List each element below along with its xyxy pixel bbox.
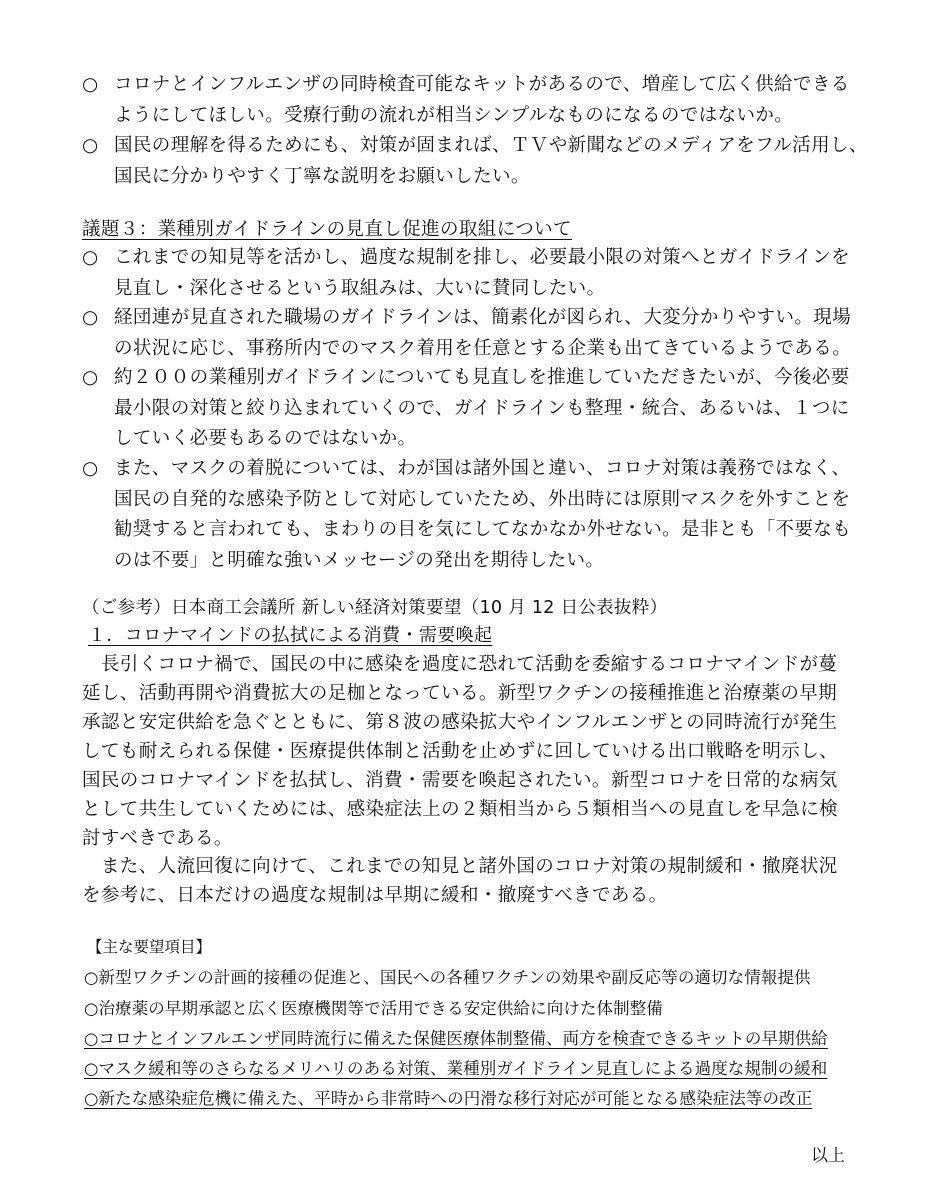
- bullet-circle-icon: ○: [82, 367, 99, 388]
- text-line: のは不要」と明確な強いメッセージの発出を期待したい。: [114, 549, 605, 571]
- reference-paragraph-1: [82, 650, 838, 853]
- text-line: コロナとインフルエンザの同時検査可能なキットがあるので、増産して広く供給できる: [114, 74, 850, 95]
- text-line: していく必要もあるのではないか。: [114, 428, 417, 449]
- bullet-circle-icon: ○: [82, 458, 99, 479]
- request-item: ○マスク緩和等のさらなるメリハリのある対策、業種別ガイドライン見直しによる過度な規制の緩和: [84, 1059, 828, 1078]
- text-line: これまでの知見等を活かし、過度な規制を排し、必要最小限の対策へとガイドラインを: [114, 247, 850, 268]
- text-line: また、マスクの着脱については、わが国は諸外国と違い、コロナ対策は義務ではなく、: [114, 458, 851, 479]
- bullet-circle-icon: ○: [82, 135, 99, 156]
- closing-text: 以上: [811, 1146, 845, 1166]
- text-line: 延し、活動再開や消費拡大の足枷となっている。新型ワクチンの接種推進と治療薬の早期: [82, 683, 838, 704]
- reference-section-heading: １．コロナマインドの払拭による消費・需要喚起: [88, 625, 493, 646]
- text-line: 国民の自発的な感染予防として対応していたため、外出時には原則マスクを外すことを: [114, 488, 851, 510]
- request-item: ○コロナとインフルエンザ同時流行に備えた保健医療体制整備、両方を検査できるキットの早期供給: [84, 1029, 828, 1048]
- text-line: また、人流回復に向けて、これまでの知見と諸外国のコロナ対策の規制緩和・撤廃状況: [82, 856, 838, 877]
- reference-title: （ご参考）日本商工会議所 新しい経済対策要望（10 月 12 日公表抜粋）: [82, 598, 668, 618]
- bullet-item: [82, 243, 857, 304]
- text-line: 国民に分かりやすく丁寧な説明をお願いしたい。: [114, 165, 530, 187]
- bullet-item: [82, 131, 868, 192]
- bullet-item: [82, 454, 857, 576]
- request-item: ○治療薬の早期承認と広く医療機関等で活用できる安定供給に向けた体制整備: [84, 999, 663, 1018]
- text-line: しても耐えられる保健・医療提供体制と活動を止めずに回していける出口戦略を明示し、: [82, 741, 839, 762]
- agenda3-heading: 議題３：業種別ガイドラインの見直し促進の取組について: [82, 219, 572, 240]
- text-line: 見直し・深化させるという取組みは、大いに賛同したい。: [114, 277, 606, 299]
- text-line: ようにしてほしい。受療行動の流れが相当シンプルなものになるのではないか。: [114, 104, 794, 126]
- bullet-circle-icon: ○: [82, 247, 99, 268]
- text-line: を参考に、日本だけの過度な規制は早期に緩和・撤廃すべきである。: [82, 885, 668, 906]
- text-line: 承認と安定供給を急ぐとともに、第８波の感染拡大やインフルエンザとの同時流行が発生: [82, 712, 838, 733]
- text-line: 長引くコロナ禍で、国民の中に感染を過度に恐れて活動を委縮するコロナマインドが蔓: [82, 654, 838, 675]
- request-item: ○新型ワクチンの計画的接種の促進と、国民への各種ワクチンの効果や副反応等の適切な情報提供: [84, 968, 811, 987]
- text-line: の状況に応じ、事務所内でのマスク着用を任意とする企業も出てきているようである。: [114, 337, 852, 359]
- reference-paragraph-2: [82, 852, 838, 910]
- text-line: 討すべきである。: [82, 828, 233, 849]
- requests-title: 【主な要望項目】: [87, 938, 212, 956]
- text-line: 約２００の業種別ガイドラインについても見直しを推進していただきたいが、今後必要: [114, 367, 850, 388]
- bullet-item: [82, 303, 857, 364]
- text-line: 経団連が見直された職場のガイドラインは、簡素化が図られ、大変分かりやすい。現場: [114, 307, 852, 328]
- bullet-circle-icon: ○: [82, 74, 99, 95]
- bullet-item: [82, 363, 857, 455]
- bullet-circle-icon: ○: [82, 307, 99, 328]
- text-line: として共生していくためには、感染症法上の２類相当から５類相当への見直しを早急に検: [82, 799, 839, 820]
- text-line: 国民の理解を得るためにも、対策が固まれば、ＴＶや新聞などのメディアをフル活用し、: [114, 135, 868, 156]
- text-line: 最小限の対策と絞り込まれていくので、ガイドラインも整理・統合、あるいは、１つに: [114, 397, 850, 419]
- text-line: 勧奨すると言われても、まわりの目を気にしてなかなか外せない。是非とも「不要なも: [114, 519, 852, 540]
- bullet-item: [82, 70, 857, 131]
- request-item: ○新たな感染症危機に備えた、平時から非常時への円滑な移行対応が可能となる感染症法等の改正: [84, 1089, 813, 1108]
- text-line: 国民のコロナマインドを払拭し、消費・需要を喚起されたい。新型コロナを日常的な病気: [82, 770, 838, 791]
